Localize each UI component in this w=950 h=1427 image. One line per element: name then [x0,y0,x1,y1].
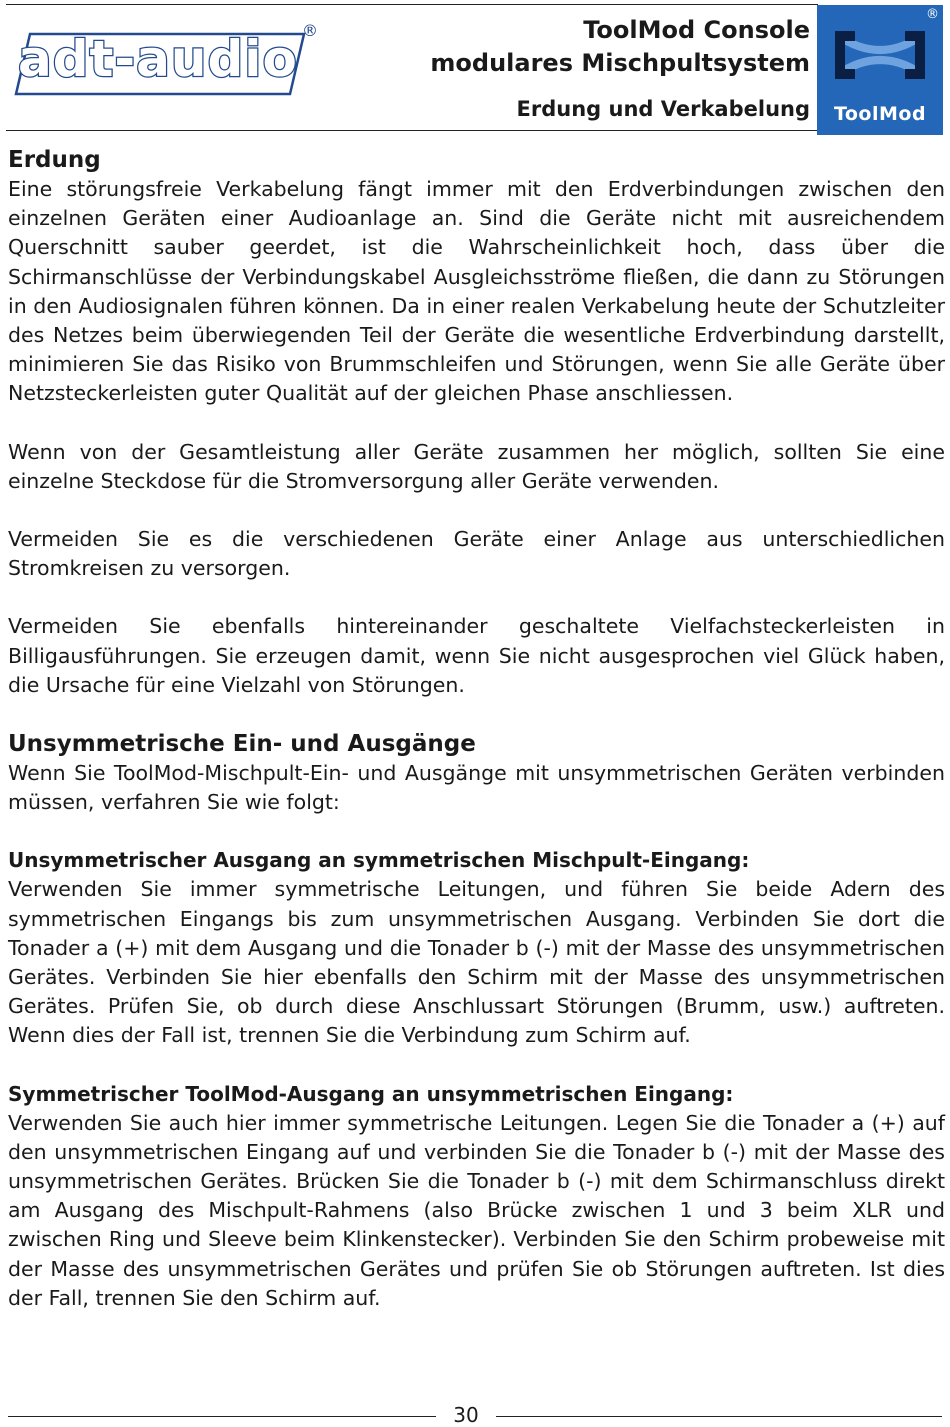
header-bottom-rule [6,130,818,131]
logo-registered-mark: ® [302,21,318,40]
heading-erdung: Erdung [8,147,101,173]
header-top-rule [6,4,818,5]
page-header [0,0,950,150]
subheading-sym-ausgang: Symmetrischer ToolMod-Ausgang an unsymmetrischen Eingang: [8,1081,734,1106]
paragraph-unsym-ausgang: Verwenden Sie immer symmetrische Leitungen, und führen Sie beide Adern des symmetrischen Eingangs bis zum unsymmetrischen Ausgang. Verbinden Sie dort die Tonader a (+) mit dem Ausgang und die Tonader b (-) mit der Masse des unsymmetrischen Gerätes. Verbinden Sie hier ebenfalls den Schirm mit der Masse des unsymmetrischen Gerätes. Prüfen Sie, ob durch diese Anschlussart Störungen (Brumm, usw.) auftreten. Wenn dies der Fall ist, trennen Sie die Verbindung zum Schirm auf. [8,877,945,1048]
page-number: 30 [453,1403,479,1427]
paragraph-erdung-1: Eine störungsfreie Verkabelung fängt immer mit den Erdverbindungen zwischen den einzelnen Geräten einer Audioanlage an. Sind die Geräte nicht mit ausreichendem Querschnitt sauber geerdet, ist die Wahrscheinlichkeit hoch, dass über die Schirmanschlüsse der Verbindungskabel Ausgleichsströme fließen, die dann zu Störungen in den Audiosignalen führen können. Da in einer realen Verkabelung heute der Schutzleiter des Netzes beim überwiegenden Teil der Geräte die wesentliche Erdverbindung darstellt, minimieren Sie das Risiko von Brummschleifen und Störungen, wenn Sie alle Geräte über Netzsteckerleisten guter Qualität auf der gleichen Phase anschliessen. [8,177,945,406]
paragraph-erdung-3: Vermeiden Sie es die verschiedenen Geräte einer Anlage aus unterschiedlichen Stromkreisen zu versorgen. [8,527,945,581]
brand-registered-mark: ® [926,7,939,22]
adt-audio-logo: adt-audio [18,30,298,88]
subheading-unsym-ausgang: Unsymmetrischer Ausgang an symmetrischen Mischpult-Eingang: [8,848,750,873]
heading-unsymmetrisch: Unsymmetrische Ein- und Ausgänge [8,731,476,758]
paragraph-sym-ausgang: Verwenden Sie auch hier immer symmetrische Leitungen. Legen Sie die Tonader a (+) auf den unsymmetrischen Eingang auf und verbinden Sie die Tonader b (-) mit der Masse des unsymmetrischen Gerätes. Brücken Sie die Tonader b (-) mit dem Schirmanschluss direkt am Ausgang des Mischpult-Rahmens (also Brücke zwischen 1 und 3 beim XLR und zwischen Ring und Sleeve beim Klinkenstecker). Verbinden Sie den Schirm probeweise mit der Masse des unsymmetrischen Gerätes und prüfen Sie ob Störungen auftreten. Ist dies der Fall, trennen Sie den Schirm auf. [8,1110,945,1310]
header-section-title: Erdung und Verkabelung [516,97,810,121]
document-body [8,145,945,1313]
page-footer [0,1400,950,1426]
paragraph-erdung-4: Vermeiden Sie ebenfalls hintereinander geschaltete Vielfachsteckerleisten in Billigausführungen. Sie erzeugen damit, wenn Sie nicht ausgesprochen viel Glück haben, die Ursache für eine Vielzahl von Störungen. [8,614,945,697]
brand-name: ToolMod [833,103,927,125]
header-subtitle: modulares Mischpultsystem [430,49,810,77]
header-title: ToolMod Console [583,16,810,44]
toolmod-brand-logo [817,5,943,135]
toolmod-connector-icon [817,5,943,105]
footer-rule-right [496,1416,942,1417]
footer-rule-left [8,1416,436,1417]
paragraph-unsym-intro: Wenn Sie ToolMod-Mischpult-Ein- und Ausgänge mit unsymmetrischen Geräten verbinden müssen, verfahren Sie wie folgt: [8,761,945,815]
paragraph-erdung-2: Wenn von der Gesamtleistung aller Geräte zusammen her möglich, sollten Sie eine einzelne Steckdose für die Stromversorgung aller Geräte verwenden. [8,439,945,493]
